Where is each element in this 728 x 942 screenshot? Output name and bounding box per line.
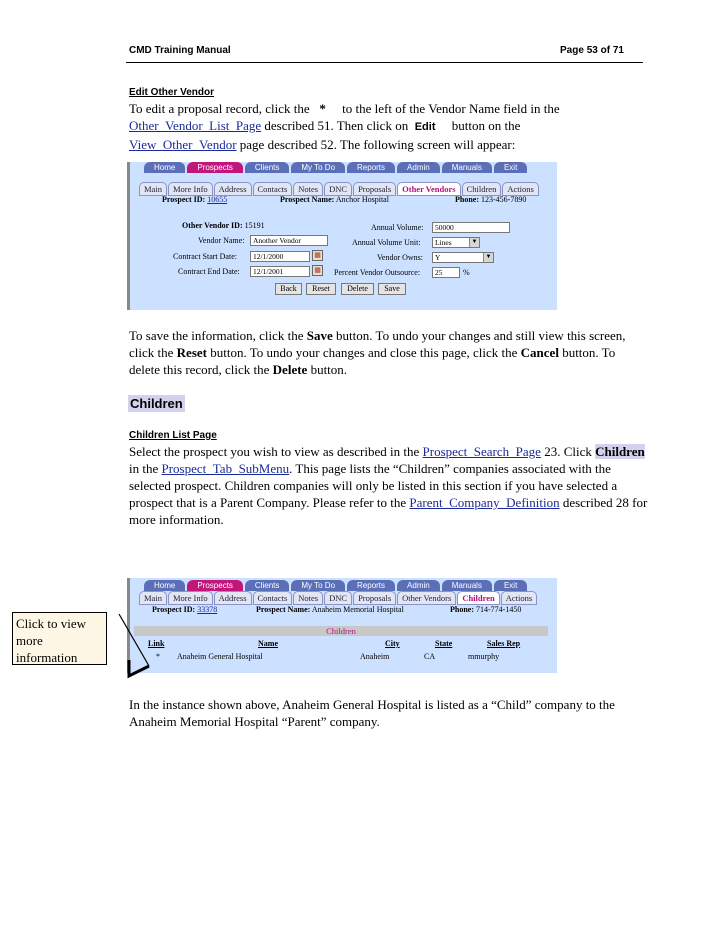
main-tabs (144, 580, 529, 591)
chevron-down-icon: ▼ (483, 253, 493, 262)
prospect-id-link[interactable]: 33378 (197, 605, 218, 614)
col-city: City (385, 639, 400, 648)
subtab-more-info[interactable]: More Info (168, 182, 213, 196)
subtab-actions[interactable]: Actions (502, 182, 538, 196)
tab-my-to-do[interactable]: My To Do (291, 580, 345, 591)
tab-my-to-do[interactable]: My To Do (291, 162, 345, 173)
col-sales-rep: Sales Rep (487, 639, 521, 648)
calendar-icon[interactable]: ▦ (312, 250, 323, 261)
tab-exit[interactable]: Exit (494, 162, 527, 173)
link-view-other-vendor[interactable]: View_Other_Vendor (129, 137, 237, 152)
tab-manuals[interactable]: Manuals (442, 580, 492, 591)
subtab-contacts[interactable]: Contacts (253, 182, 293, 196)
volume-unit-select[interactable]: Lines ▼ (432, 237, 480, 248)
subtab-proposals[interactable]: Proposals (353, 591, 396, 605)
link-other-vendor-list-page[interactable]: Other_Vendor_List_Page (129, 118, 262, 133)
vendor-owns-label: Vendor Owns: (377, 253, 423, 262)
tab-prospects[interactable]: Prospects (187, 580, 243, 591)
subtab-contacts[interactable]: Contacts (253, 591, 293, 605)
vendor-name-input[interactable]: Another Vendor (250, 235, 328, 246)
prospect-name: Prospect Name: Anchor Hospital (280, 195, 389, 204)
prospect-phone: Phone: 123-456-7890 (455, 195, 527, 204)
subtab-proposals[interactable]: Proposals (353, 182, 396, 196)
screenshot-edit-other-vendor (127, 162, 557, 310)
delete-button[interactable]: Delete (341, 283, 374, 295)
subtab-other-vendors[interactable]: Other Vendors (397, 182, 460, 196)
vendor-name-label: Vendor Name: (198, 236, 245, 245)
subtab-address[interactable]: Address (214, 591, 252, 605)
closing-paragraph: In the instance shown above, Anaheim General Hospital is listed as a “Child” company to the Anaheim Memorial Hospital “Parent” company. (129, 697, 615, 729)
subtab-other-vendors[interactable]: Other Vendors (397, 591, 456, 605)
back-button[interactable]: Back (275, 283, 302, 295)
table-row (130, 652, 560, 663)
callout-click-to-view: Click to view more information (12, 612, 107, 665)
tab-reports[interactable]: Reports (347, 580, 395, 591)
tab-admin[interactable]: Admin (397, 580, 440, 591)
prospect-id: Prospect ID: 33378 (152, 605, 218, 614)
percent-outsource-label: Percent Vendor Outsource: (334, 268, 421, 277)
annual-volume-input[interactable]: 50000 (432, 222, 510, 233)
contract-end-label: Contract End Date: (178, 267, 240, 276)
row-name: Anaheim General Hospital (177, 652, 263, 661)
row-sales-rep: mmurphy (468, 652, 500, 661)
volume-unit-label: Annual Volume Unit: (352, 238, 421, 247)
section-title-children-list: Children List Page (129, 430, 217, 441)
subtab-main[interactable]: Main (139, 182, 167, 196)
screenshot-children-list (127, 578, 557, 673)
tab-prospects[interactable]: Prospects (187, 162, 243, 173)
tab-reports[interactable]: Reports (347, 162, 395, 173)
row-city: Anaheim (360, 652, 390, 661)
subtab-dnc[interactable]: DNC (324, 182, 352, 196)
prospect-id-link[interactable]: 10655 (207, 195, 228, 204)
tab-home[interactable]: Home (144, 162, 185, 173)
link-parent-company-definition[interactable]: Parent_Company_Definition (409, 495, 560, 510)
subtab-address[interactable]: Address (214, 182, 252, 196)
subtab-children[interactable]: Children (462, 182, 502, 196)
subtab-dnc[interactable]: DNC (324, 591, 352, 605)
col-state: State (435, 639, 453, 648)
page-number: Page 53 of 71 (560, 45, 624, 56)
subtab-more-info[interactable]: More Info (168, 591, 213, 605)
section-title-edit-other-vendor: Edit Other Vendor (129, 87, 215, 98)
save-reset-instructions: To save the information, click the Save button. To undo your changes and still view this screen, click the Reset button. To undo your changes and close this page, click the Cancel button. To delete this record, click the Delete button. (129, 328, 626, 377)
children-band (134, 626, 548, 636)
vendor-owns-select[interactable]: Y ▼ (432, 252, 494, 263)
chevron-down-icon: ▼ (469, 238, 479, 247)
annual-volume-label: Annual Volume: (371, 223, 424, 232)
link-prospect-tab-submenu[interactable]: Prospect_Tab_SubMenu (161, 461, 290, 476)
sub-tabs (139, 591, 538, 603)
contract-start-label: Contract Start Date: (173, 252, 237, 261)
tab-manuals[interactable]: Manuals (442, 162, 492, 173)
main-tabs (144, 162, 529, 173)
tab-clients[interactable]: Clients (245, 162, 289, 173)
header-rule (126, 62, 643, 63)
link-prospect-search-page[interactable]: Prospect_Search_Page (422, 444, 541, 459)
manual-title: CMD Training Manual (129, 45, 231, 56)
subtab-notes[interactable]: Notes (293, 591, 323, 605)
tab-exit[interactable]: Exit (494, 580, 527, 591)
row-link-star[interactable]: * (156, 652, 160, 661)
reset-button[interactable]: Reset (306, 283, 336, 295)
children-list-instructions: Select the prospect you wish to view as described in the Prospect_Search_Page 23. Click Children in the Prospect_Tab_SubMenu. This page lists the “Children” companies associated with the selected prospect. Children companies will only be listed in this section if you have selected a prospect that is a Parent Company. Please refer to the Parent_Company_Definition described 28 for more information. (129, 444, 648, 527)
prospect-id: Prospect ID: 10655 (162, 195, 228, 204)
children-heading: Children (130, 396, 183, 411)
col-name: Name (258, 639, 278, 648)
prospect-phone: Phone: 714-774-1450 (450, 605, 522, 614)
other-vendor-id: Other Vendor ID: 15191 (182, 221, 265, 230)
percent-outsource-input[interactable]: 25 (432, 267, 460, 278)
save-button[interactable]: Save (378, 283, 406, 295)
children-band-title: Children (326, 626, 356, 636)
subtab-main[interactable]: Main (139, 591, 167, 605)
tab-home[interactable]: Home (144, 580, 185, 591)
calendar-icon[interactable]: ▦ (312, 265, 323, 276)
col-link: Link (148, 639, 165, 648)
prospect-name: Prospect Name: Anaheim Memorial Hospital (256, 605, 404, 614)
callout-arrow-icon (105, 610, 160, 680)
subtab-actions[interactable]: Actions (501, 591, 537, 605)
contract-end-input[interactable]: 12/1/2001 (250, 266, 310, 277)
tab-admin[interactable]: Admin (397, 162, 440, 173)
subtab-notes[interactable]: Notes (293, 182, 323, 196)
sub-tabs (139, 182, 540, 194)
tab-clients[interactable]: Clients (245, 580, 289, 591)
row-state: CA (424, 652, 436, 661)
percent-sign: % (463, 268, 470, 277)
subtab-children[interactable]: Children (457, 591, 499, 605)
edit-vendor-instructions: To edit a proposal record, click the * to the left of the Vendor Name field in the Other_Vendor_List_Page described 51. Then click on Edit button on the View_Other_Vendor page described 52. The following screen will appear: (129, 101, 560, 152)
contract-start-input[interactable]: 12/1/2000 (250, 251, 310, 262)
